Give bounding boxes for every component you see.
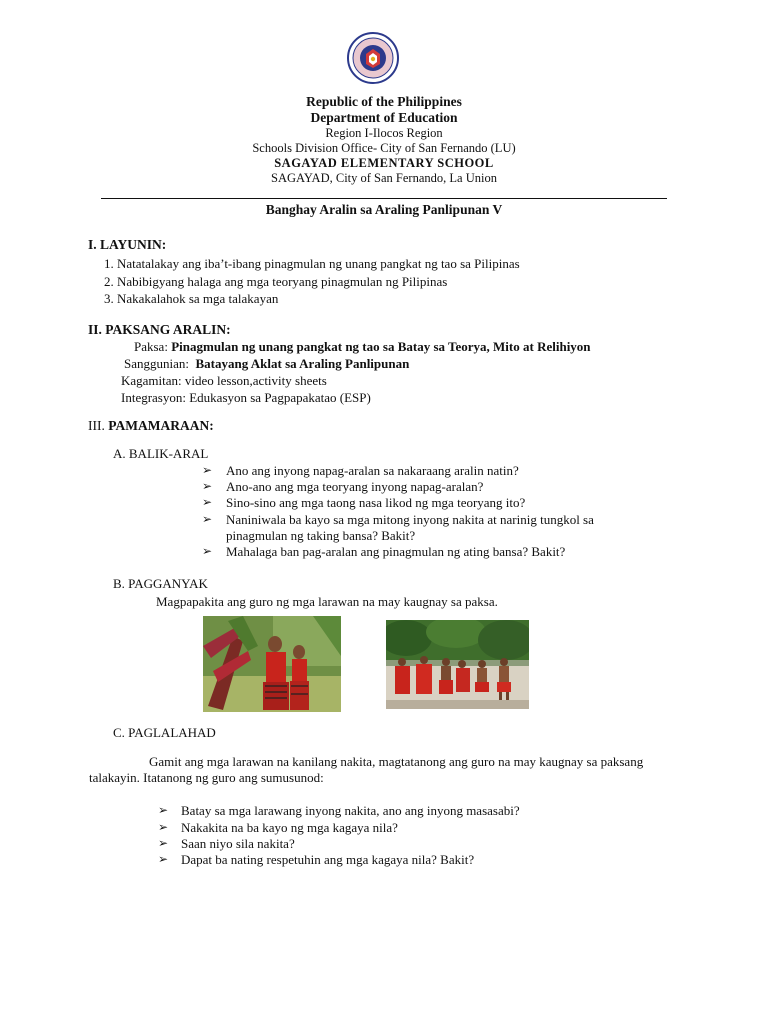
layunin-item: 2. Nabibigyang halaga ang mga teoryang pinagmulan ng Pilipinas [104, 274, 448, 289]
header-division: Schools Division Office- City of San Fernando (LU) [252, 141, 516, 155]
pamamaraan-label: PAMAMARAAN: [108, 418, 214, 433]
paglalahad-intro-line1: Gamit ang mga larawan na kanilang nakita, magtatanong ang guro na may kaugnay sa paksang [149, 754, 644, 769]
bullet-arrow-icon: ➢ [158, 803, 169, 817]
document-title: Banghay Aralin sa Araling Panlipunan V [265, 202, 503, 217]
section-paksang-aralin-heading: II. PAKSANG ARALIN: [88, 322, 231, 337]
balik-aral-question: Ano ang inyong napag-aralan sa nakaraang aralin natin? [226, 463, 519, 478]
paksa-value: Pinagmulan ng unang pangkat ng tao sa Batay sa Teorya, Mito at Relihiyon [171, 339, 591, 354]
bullet-arrow-icon: ➢ [202, 544, 213, 558]
balik-aral-question-continued: pinagmulan ng taking bansa? Bakit? [226, 528, 416, 543]
header-divider [101, 198, 667, 199]
tribal-people-foliage-photo [203, 616, 341, 712]
sanggunian-value: Batayang Aklat sa Araling Panlipunan [195, 356, 410, 371]
bullet-arrow-icon: ➢ [202, 512, 213, 526]
paksa-line [134, 339, 591, 355]
balik-aral-question: Mahalaga ban pag-aralan ang pinagmulan ng ating bansa? Bakit? [226, 544, 566, 559]
bullet-arrow-icon: ➢ [202, 463, 213, 477]
section-layunin-heading: I. LAYUNIN: [88, 237, 167, 252]
bullet-arrow-icon: ➢ [158, 836, 169, 850]
integrasyon-line: Integrasyon: Edukasyon sa Pagpapakatao (ESP) [121, 390, 371, 405]
bullet-arrow-icon: ➢ [202, 495, 213, 509]
paglalahad-question: Nakakita na ba kayo ng mga kagaya nila? [181, 820, 398, 835]
layunin-item: 1. Natatalakay ang iba’t-ibang pinagmulan ng unang pangkat ng tao sa Pilipinas [104, 256, 520, 271]
tribal-group-trees-photo [386, 620, 529, 709]
pamamaraan-roman: III. [88, 418, 105, 433]
header-republic: Republic of the Philippines [306, 94, 462, 109]
header-region: Region I-Ilocos Region [325, 126, 443, 140]
balik-aral-label: A. BALIK-ARAL [113, 446, 209, 461]
deped-seal-logo [347, 32, 399, 84]
bullet-arrow-icon: ➢ [158, 852, 169, 866]
pagganyak-label: B. PAGGANYAK [113, 576, 208, 591]
kagamitan-line: Kagamitan: video lesson,activity sheets [121, 373, 327, 388]
balik-aral-question: Naniniwala ba kayo sa mga mitong inyong nakita at narinig tungkol sa [226, 512, 594, 527]
pagganyak-text: Magpapakita ang guro ng mga larawan na may kaugnay sa paksa. [156, 594, 498, 609]
paglalahad-question: Saan niyo sila nakita? [181, 836, 295, 851]
balik-aral-question: Ano-ano ang mga teoryang inyong napag-aralan? [226, 479, 484, 494]
layunin-item: 3. Nakakalahok sa mga talakayan [104, 291, 279, 306]
header-department: Department of Education [310, 110, 458, 125]
header-address: SAGAYAD, City of San Fernando, La Union [271, 171, 497, 185]
paksa-label: Paksa: [134, 339, 168, 354]
section-pamamaraan-heading [88, 418, 214, 434]
sanggunian-line [124, 356, 409, 372]
paglalahad-label: C. PAGLALAHAD [113, 725, 216, 740]
sanggunian-label: Sanggunian: [124, 356, 189, 371]
bullet-arrow-icon: ➢ [202, 479, 213, 493]
balik-aral-question: Sino-sino ang mga taong nasa likod ng mga teoryang ito? [226, 495, 526, 510]
paglalahad-question: Batay sa mga larawang inyong nakita, ano ang inyong masasabi? [181, 803, 520, 818]
paglalahad-intro-line2: talakayin. Itatanong ng guro ang sumusunod: [89, 770, 324, 785]
paglalahad-question: Dapat ba nating respetuhin ang mga kagaya nila? Bakit? [181, 852, 475, 867]
bullet-arrow-icon: ➢ [158, 820, 169, 834]
header-school: SAGAYAD ELEMENTARY SCHOOL [274, 156, 494, 170]
